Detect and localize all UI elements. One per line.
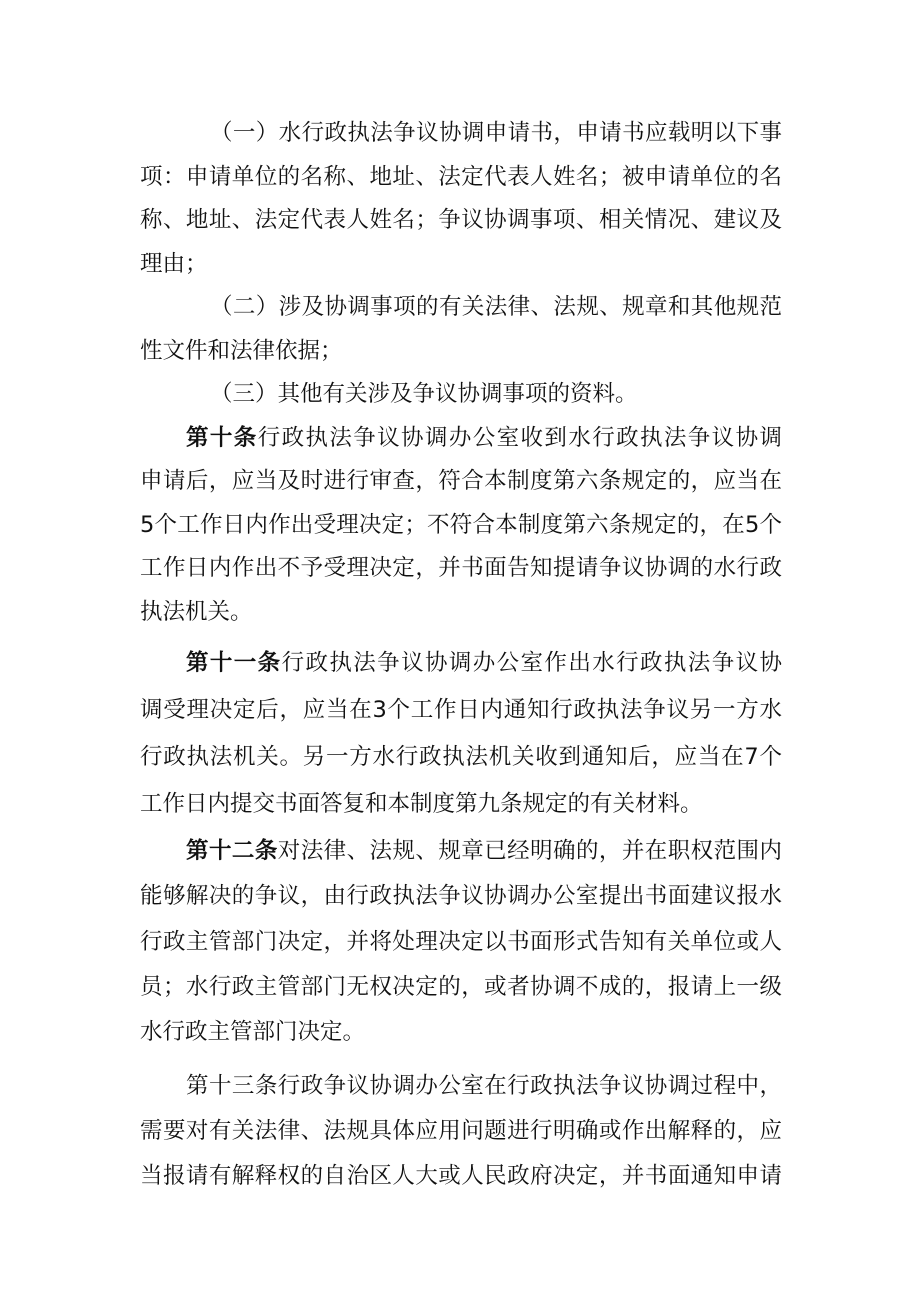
article-11-line-2: 调受理决定后，应当在3个工作日内通知行政执法争议另一方水: [140, 697, 782, 723]
article-11-first-line-text: 行政执法争议协调办公室作出水行政执法争议协: [281, 650, 782, 676]
article-13-line-1: 第十三条行政争议协调办公室在行政执法争议协调过程中，: [186, 1073, 782, 1099]
article-13-line-3: 当报请有解释权的自治区人大或人民政府决定，并书面通知申请: [140, 1163, 782, 1189]
article-11-label: 第十一条: [186, 650, 282, 676]
item-one-line-1: （一）水行政执法争议协调申请书，申请书应载明以下事: [210, 120, 782, 146]
article-12-first-line-text: 对法律、法规、规章已经明确的，并在职权范围内: [277, 838, 782, 864]
item-two-line-2: 性文件和法律依据；: [140, 338, 343, 364]
article-10-line-3: 5个工作日内作出受理决定；不符合本制度第六条规定的，在5个: [140, 512, 782, 538]
article-10-line-4: 工作日内作出不予受理决定，并书面告知提请争议协调的水行政: [140, 555, 782, 581]
article-11-line-4: 工作日内提交书面答复和本制度第九条规定的有关材料。: [140, 791, 703, 817]
article-11-line-3: 行政执法机关。另一方水行政执法机关收到通知后，应当在7个: [140, 744, 782, 770]
article-12-line-5: 水行政主管部门决定。: [140, 1019, 366, 1045]
article-10-line-5: 执法机关。: [140, 599, 253, 625]
article-12-line-3: 行政主管部门决定，并将处理决定以书面形式告知有关单位或人: [140, 929, 782, 955]
article-10-first-line-text: 行政执法争议协调办公室收到水行政执法争议协调: [257, 425, 782, 451]
article-12-line-1: [186, 829, 782, 873]
article-11-line-1: [186, 641, 782, 685]
item-one-line-4: 理由；: [140, 251, 208, 277]
item-two-line-1: （二）涉及协调事项的有关法律、法规、规章和其他规范: [210, 294, 782, 320]
article-12-label: 第十二条: [186, 838, 278, 864]
article-13-line-2: 需要对有关法律、法规具体应用问题进行明确或作出解释的，应: [140, 1118, 782, 1144]
article-10-label: 第十条: [186, 425, 258, 451]
item-one-line-3: 称、地址、法定代表人姓名；争议协调事项、相关情况、建议及: [140, 207, 782, 233]
article-10-line-1: [186, 416, 782, 460]
article-12-line-4: 员；水行政主管部门无权决定的，或者协调不成的，报请上一级: [140, 974, 782, 1000]
item-three-line-1: （三）其他有关涉及争议协调事项的资料。: [210, 381, 638, 407]
item-one-line-2: 项：申请单位的名称、地址、法定代表人姓名；被申请单位的名: [140, 164, 782, 190]
article-10-line-2: 申请后，应当及时进行审查，符合本制度第六条规定的，应当在: [140, 468, 782, 494]
article-12-line-2: 能够解决的争议，由行政执法争议协调办公室提出书面建议报水: [140, 883, 782, 909]
